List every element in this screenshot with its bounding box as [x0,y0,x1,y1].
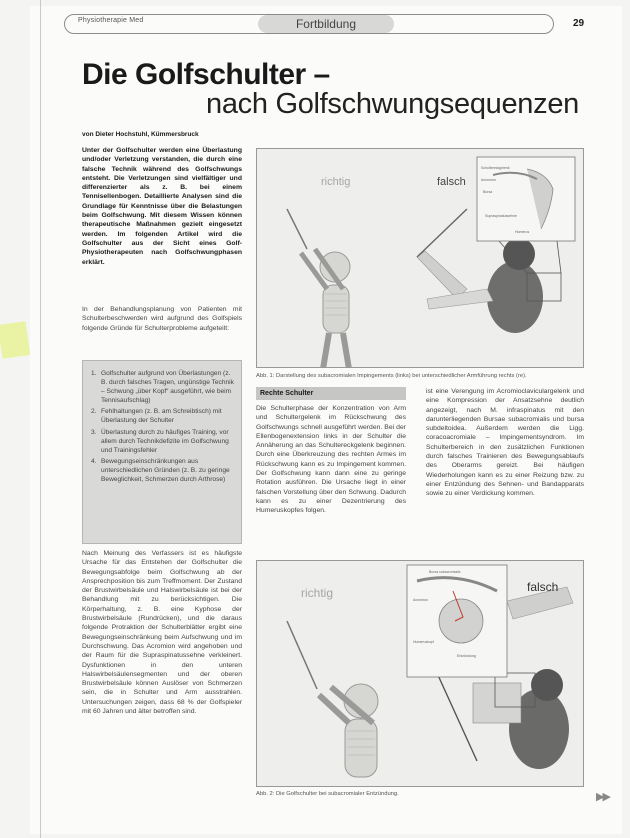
svg-text:Supraspinatussehne: Supraspinatussehne [485,214,517,218]
intro-block [82,146,242,267]
fig2-label-richtig: richtig [301,586,334,600]
list-number: 2. [91,408,97,416]
svg-text:Humerus: Humerus [515,230,530,234]
list-number: 3. [91,428,97,436]
figure-1-caption: Abb. 1: Darstellung des subacromialen Impingements (links) bei unterschiedlicher Armführung rechts (re). [256,373,527,379]
list-number: 1. [91,370,97,377]
svg-text:Humeruskopf: Humeruskopf [413,640,434,644]
body-paragraph-3: Die Schulterphase der Konzentration von Arm und Schultergelenk im Rückschwung des Golfschwungs schnell ausgeführt werden. Bei der Ellenbogenextension links in der Schulter die Annäherung an das Schultereckgelenk beginnen. Durch eine Überkreuzung des rechten Armes im Rückschwung kann es zu Impingement kommen. Der Golfschwung kann dann eine zu geringe Rotation ausführen. Die Ursache liegt in einer falschen Vorstellung über den Schwung. Dadurch kann es zu einer Dezentrierung des Humeruskopfes folgen. [256,405,406,515]
list-item [91,369,235,405]
intro-text: Unter der Golfschulter werden eine Überlastung und/oder Verletzung verstanden, die durch eine falsche Technik während des Golfschwungs entsteht. Die Verletzungen sind vielfältiger und differenzierter als z. B. bei einem Tennisellenbogen. Detaillierte Analysen sind die Grundlage für Kenntnisse über die Belastungen beim Golfschwung. Mit diesem Wissen können therapeutische Maßnahmen gezielt eingesetzt werden. Im folgenden Artikel wird die Golfschulter aus der Sicht eines Golf-Physiotherapeuten nach Golfschwungphasen erklärt. [82,147,242,266]
next-page-arrows-icon: ▶▶ [596,791,609,803]
body-paragraph-4: ist eine Verengung im Acromioclaviculargelenk und eine Kompression der Ansatzsehne deutlich angezeigt, nach M. infraspinatus mit den darunterliegenden Bursae subacromialis und bursa subdeltoidea. Außerdem werden die Ligg. coracoacromiale – Impingementsyndrom. Im Schulterbereich in den zusätzlichen Funktionen durch falsches Trainieren des Bewegungsablaufs des Oberarms gereizt. Bei häufigen Wiederholungen kann es zu einer Reizung bzw. zu einer Entzündung des Sehnen- und Bandapparats sowie zu einer Verdickung kommen. [426,388,584,498]
list-text: Überlastung durch zu häufiges Training, vor allem durch Technikdefizite im Golfschwung und Trainingsfehler [101,428,229,454]
list-item [91,428,235,455]
figure-2-caption: Abb. 2: Die Golfschulter bei subacromialer Entzündung. [256,791,399,797]
author-line: von Dieter Hochstuhl, Kümmersbruck [82,131,199,138]
figure-1-illustration [257,149,584,368]
figure-2 [256,560,584,787]
svg-text:Acromion: Acromion [481,178,496,182]
fig1-label-richtig: richtig [321,176,351,188]
svg-text:Bursa subacromialis: Bursa subacromialis [429,570,461,574]
article-title: Die Golfschulter – [82,58,330,91]
figure-1 [256,148,584,368]
fig2-label-falsch: falsch [527,580,559,594]
section-heading: Rechte Schulter [256,387,406,400]
reasons-list [91,369,235,484]
binding-edge-rule [40,0,41,838]
body-paragraph-2: Nach Meinung des Verfassers ist es häufigste Ursache für das Entstehen der Golfschulter die Bewegungsabfolge beim Golfschwung ab der Ansprechposition bis zum Treffmoment. Der Zustand der Brustwirbelsäule und Halswirbelsäule ist bei der Behandlung mit zu berücksichtigen. Die Körperhaltung, z. B. eine Kyphose der Brustwirbelsäule (Rundrücken), und die daraus folgende Protraktion der Schulterblätter ergibt eine Bewegungseinschränkung beim Aufschwung und im Durchschwung. Das Acromion wird angehoben und der Raum für die Supraspinatussehne verkleinert. Dysfunktionen in den unteren Halswirbelsäulensegmenten und der oberen Brustwirbelsäule können Auslöser von Schmerzen sein, die in Schulter und Arm ausstrahlen. Untersuchungen zeigen, dass 68 % der Golfspieler mit 60 Jahren und älter betroffen sind. [82,550,242,716]
list-text: Fehlhaltungen (z. B. am Schreibtisch) mit Überlastung der Schulter [101,408,222,425]
svg-text:Schultereckgelenk: Schultereckgelenk [481,166,510,170]
article-subtitle: nach Golfschwungsequenzen [206,88,579,120]
page-number: 29 [573,18,585,29]
sticky-note [0,321,30,359]
reasons-box [82,360,242,544]
list-item [91,407,235,425]
list-number: 4. [91,457,97,465]
fig1-label-falsch: falsch [437,176,466,188]
figure-2-illustration [257,561,584,787]
svg-text:Bursa: Bursa [483,190,493,194]
section-label: Fortbildung [258,15,394,33]
list-text: Bewegungseinschränkungen aus unterschiedlichen Gründen (z. B. zu geringe Beweglichkeit, Schmerzen durch Arthrose) [101,457,230,484]
shoulder-anatomy-inset [477,157,575,241]
svg-text:Acromion: Acromion [413,598,428,602]
journal-name: Physiotherapie Med [78,17,144,24]
list-text: Golfschulter aufgrund von Überlastungen (z. B. durch falsches Tragen, ungünstige Technik – Schwung „über Kopf“ ausgeführt, wie beim Tennisaufschlag) [101,370,234,405]
list-item [91,457,235,484]
svg-text:Entzündung: Entzündung [457,654,476,658]
body-paragraph-1: In der Behandlungsplanung von Patienten mit Schulterbeschwerden wird aufgrund des Golfspiels folgende Gründe für Schulterprobleme aufgeteilt: [82,306,242,332]
